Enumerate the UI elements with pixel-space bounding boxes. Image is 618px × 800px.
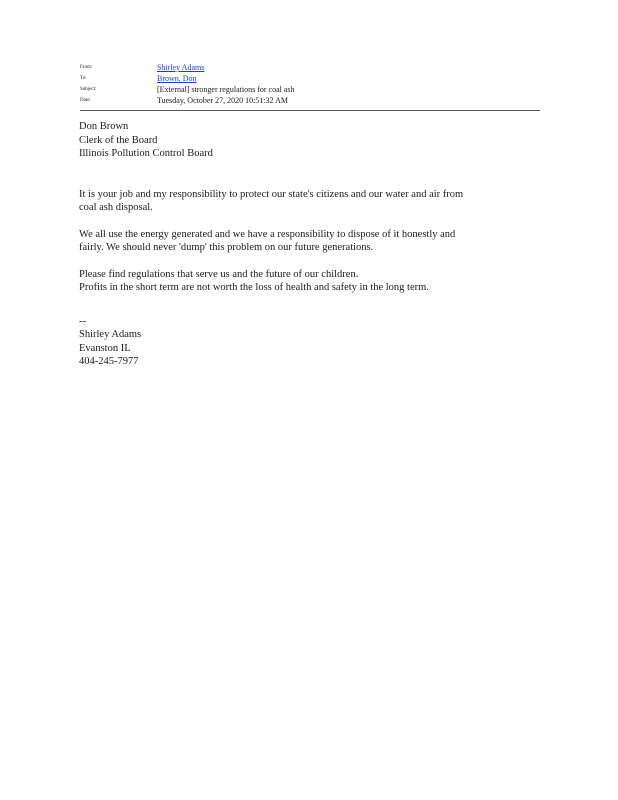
paragraph-line: coal ash disposal. [79, 202, 153, 213]
paragraph-line: Please find regulations that serve us and the future of our children. [79, 268, 359, 280]
paragraph-3 [79, 268, 529, 295]
email-body [79, 120, 529, 369]
paragraph-1 [79, 188, 529, 215]
from-link[interactable]: Shirley Adams [157, 63, 205, 72]
signature-name: Shirley Adams [79, 329, 142, 340]
signature-city: Evanston IL [79, 342, 131, 354]
from-label: From: [80, 65, 93, 70]
to-row [80, 73, 540, 84]
paragraph-line: Profits in the short term are not worth the loss of health and safety in the long term. [79, 282, 429, 293]
date-value: Tuesday, October 27, 2020 10:51:32 AM [157, 96, 288, 105]
paragraph-line: It is your job and my responsibility to protect our state's citizens and our water and air from [79, 188, 464, 200]
from-row [80, 62, 540, 73]
subject-row [80, 84, 540, 95]
to-link[interactable]: Brown, Don [157, 74, 197, 83]
paragraph-line: fairly. We should never 'dump' this problem on our future generations. [79, 242, 374, 253]
date-row [80, 95, 540, 106]
signature-block [79, 315, 529, 369]
email-header [80, 62, 540, 106]
paragraph-2 [79, 228, 529, 255]
recipient-address [79, 120, 529, 161]
signature-separator: -- [79, 315, 86, 327]
paragraph-line: We all use the energy generated and we have a responsibility to dispose of it honestly and [79, 228, 456, 240]
address-line-name: Don Brown [79, 121, 129, 132]
address-line-org: Illinois Pollution Control Board [79, 148, 213, 159]
header-divider [80, 110, 540, 111]
address-line-title: Clerk of the Board [79, 134, 158, 146]
date-label: Date: [80, 98, 91, 103]
subject-label: Subject: [80, 87, 97, 92]
signature-phone: 404-245-7977 [79, 356, 139, 367]
subject-value: [External] stronger regulations for coal ash [157, 85, 295, 94]
to-label: To: [80, 76, 87, 81]
